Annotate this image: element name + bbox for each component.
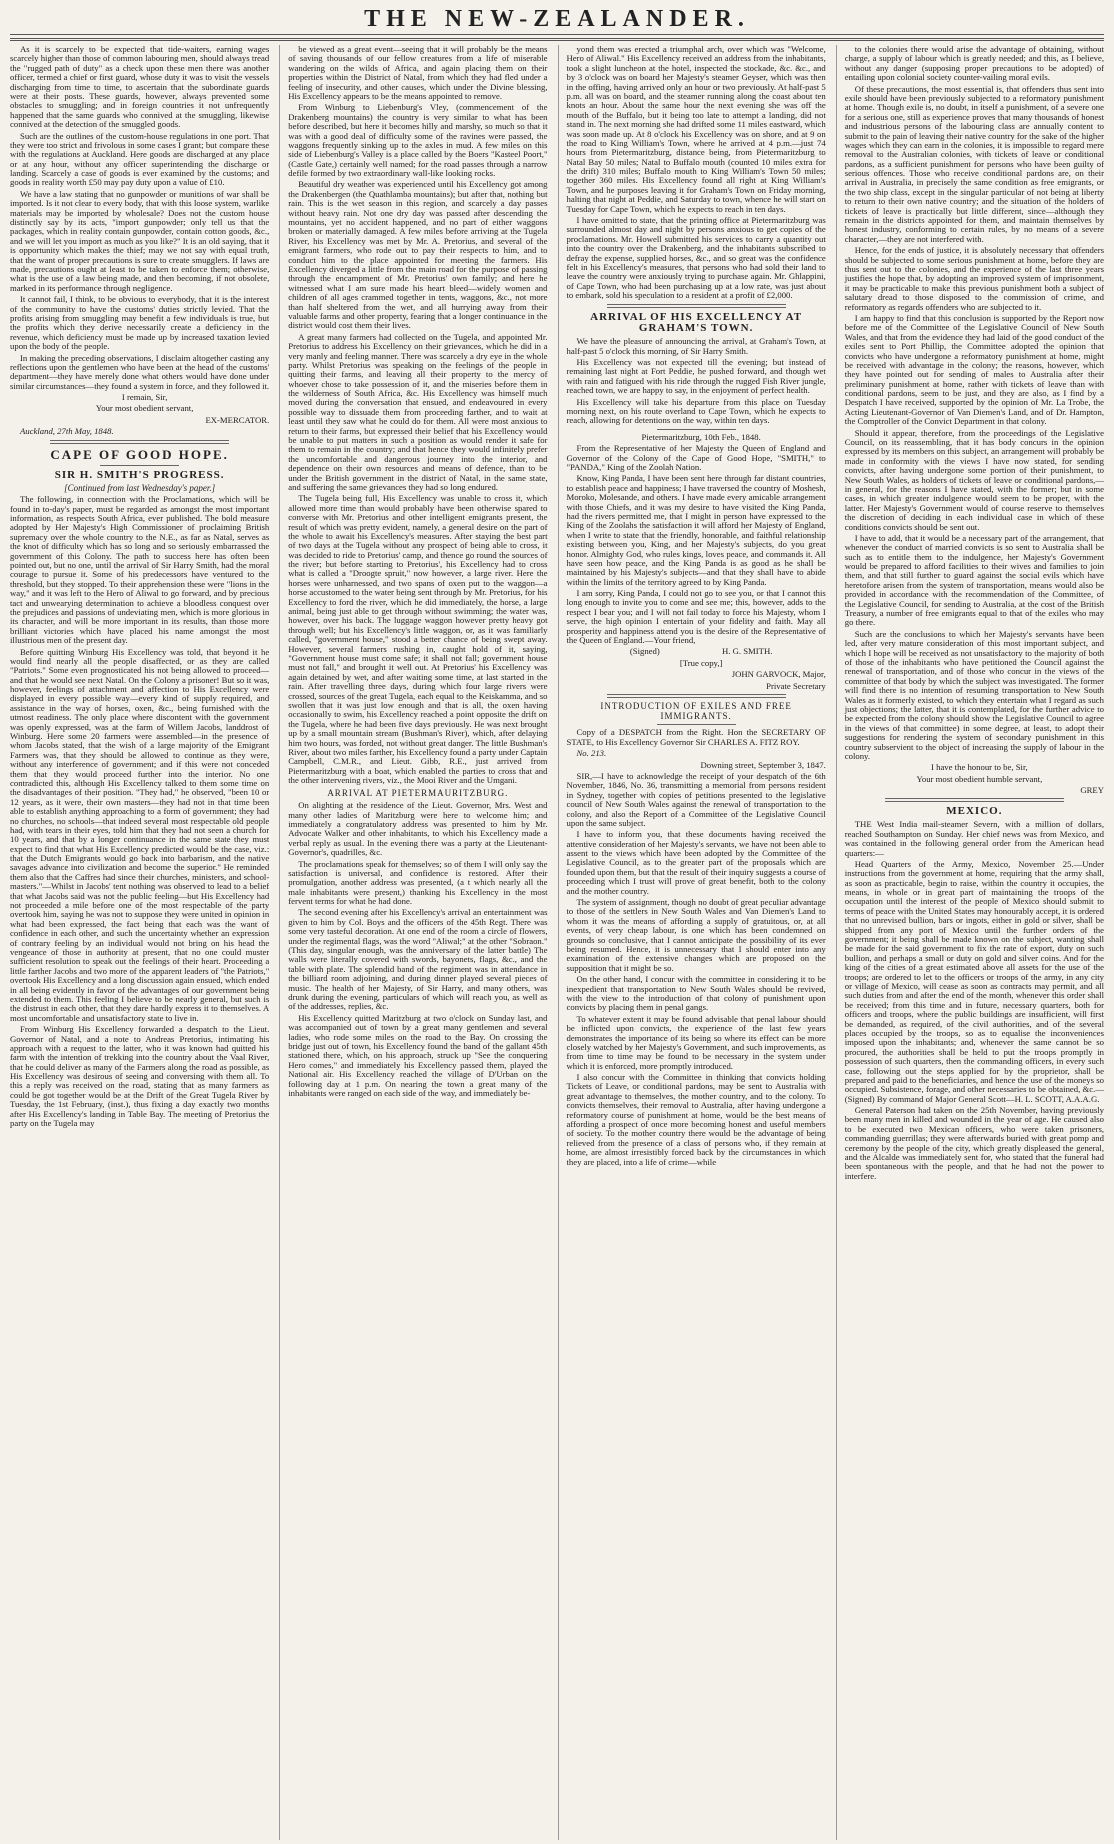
arrival-paragraph: His Excellency quitted Maritzburg at two o'clock on Sunday last, and was accompanied out of town by a great many gentlemen and several ladies, who rode some miles on the road to the Bay. On crossing the bridge just out of town, his Excellency found the band of the gallant 45th stationed there, which, on his approach, struck up "See the conquering Hero comes," and immediately his Excellency passed them, played the National air. His Excellency reached the village of D'Urban on the following day at 1 p.m. On nearing the town a great many of the inhabitants were ranged on each side of the way, and immediately be- xyxy=(288,1012,548,1098)
intro-paragraph: I also concur with the Committee in thinking that convicts holding Tickets of Leave, or conditional pardons, may be sent to Australia with great advantage to themselves, the mother country, and to the colony. To convicts themselves, their removal to Australia, after having undergone a reformatory course of punishment at home, would be the best means of affording a prospect of once more becoming honest and useful members of society. To the mother country there would be the advantage of being relieved from the presence of a class of persons who, if they remain at home, are almost irresistibly forced back by the circumstances in which they are placed, into a life of crime—while xyxy=(566,1072,826,1167)
arrival-paragraph: His Excellency will take his departure from this place on Tuesday morning next, on his route overland to Cape Town, which he expects to reach, allowing for detentions on the way, within ten days. xyxy=(566,396,826,426)
letter-paragraph: In making the preceding observations, I disclaim altogether casting any reflections upon the gentlemen who have been at the head of the customs' department—they have merely done what others would have done under similar circumstances—they found a system in force, and they followed it. xyxy=(10,352,270,391)
dispatch-secretary-title: Private Secretary xyxy=(766,680,826,691)
article-paragraph: Such are the conclusions to which her Majesty's servants have been led, after very mature consideration of this most important subject, and which I hope will be received as not unsatisfactory to the majority of both of those of the inhabitants who have petitioned the Council against the renewal of transportation, and of those who concur in the views of the committee of that body by which the subject was investigated. The former will find there is no intention of resuming transportation to New South Wales as it formerly existed, to which they entertain what I regard as such just objections; the latter, that it is contemplated, for the further advice to be expected from the colony should show the Legislative Council to agree in the views of that committee) in some degree, at least, to adopt their suggestions for rendering the system of secondary punishment in this country subservient to the object of increasing the supply of labour in the colony. xyxy=(844,628,1104,761)
article-paragraph: yond them was erected a triumphal arch, over which was "Welcome, Hero of Aliwal." His Excellency received an address from the inhabitants, took a slight luncheon at the hotel, inspected the stockade, &c. &c., and by 3 o'clock was on board her Majesty's steamer Geyser, which was then in the offing, having arrived only an hour or two previously. At half-past 5 p.m. all was on board, and the steamer running along the coast about ten knots an hour. About the same hour the next evening she was off the mouth of the Buffalo, but it being too late to attempt a landing, did not stand in. The next morning she had drifted some 11 miles eastward, which was soon made up. At 8 o'clock his Excellency was on shore, and at 9 on the road to King William's Town, where he arrived at 4 p.m.—just 74 hours from Pietermaritzburg, distance being, from Pietermaritzburg to Natal Bay 50 miles; Natal to Buffalo mouth (counted 10 miles extra for the drift) 310 miles; Buffalo mouth to King William's Town 50 miles; together 360 miles. His Excellency found all right at King William's Town, and he purposes leaving it for Graham's Town on Friday morning, halting that night at Peddie, and Saturday to town, whence he will start on Tuesday for Cape Town, which he expects to reach in ten days. xyxy=(566,45,826,214)
section-divider xyxy=(885,798,1064,802)
article-paragraph: I have omitted to state, that the printing office at Pietermaritzburg was surrounded almost day and night by persons anxious to get copies of the proclamations. Mr. Howell submitted his services to carry a quantity out into the country over the Drakenberg, and the inhabitants subscribed to defray the expense, supplied horses, &c., and so great was the confidence felt in his Excellency's measures, that persons who had sold their land to leave the country were anxiously trying to purchase again. Mr. Ghlappini, of Cape Town, who had been purchasing up at a low rate, was just about to embark, sold his speculation to a resident at a profit of £2,000. xyxy=(566,215,826,301)
section-divider xyxy=(607,304,786,308)
dispatch-sign-off-2: Your most obedient humble servant, xyxy=(916,773,1043,784)
article-paragraph: Beautiful dry weather was experienced until his Excellency got among the Drakenbergen (the Quathlamba mountains); but after that, nothing but rain. This is the wet season in this region, and scarcely a day passes without heavy rain. Not one dry day was passed after descending the mountains, yet no accident happened, and no part of either waggons broken or materially damaged. A few miles before arriving at the Tugela River, his Excellency was met by Mr. A. Pretorius, and several of the emigrant farmers, who rode out to pay their respects to him, and to conduct him to the place appointed for meeting the farmers. His Excellency diverged a little from the main road for the purpose of passing through the encampment of Mr. Pretorius' own family; and here he witnessed what I am sure made his heart bleed—widely women and children of all ages crammed together in tents, waggons, &c., not more than half sheltered from the wet, and all hurrying away from their valuable farms and other property, fearing that a longer continuance in the district would cost them their lives. xyxy=(288,179,548,331)
dispatch-true-copy: [True copy,] xyxy=(679,657,723,668)
intro-lead: Copy of a DESPATCH from the Right. Hon the SECRETARY OF STATE, to His Excellency Governor Sir CHARLES A. FITZ ROY. xyxy=(566,727,826,747)
article-paragraph: I have to add, that it would be a necessary part of the arrangement, that whenever the conduct of married convicts is so sent to Australia shall be such as to entitle them to the indulgence, her Majesty's Government would be prepared to afford facilities to their wives and families to join them, and that still further to guard against the social evils which have heretofore arisen from the system of transportation, means would also be provided in accordance with the recommendation of the Committee, of the Legislative Council, for sending to Australia, at the cost of the British Treasury, a number of free emigrants equal to that of the exiles who may go there. xyxy=(844,532,1104,628)
arrival-paragraph: His Excellency was not expected till the evening; but instead of remaining last night at Fort Peddie, he pushed forward, and though wet with rain and fatigued with his ride through the rugged Fish River jungle, reached town, we are happy to say, in the enjoyment of perfect health. xyxy=(566,357,826,396)
intro-heading: INTRODUCTION OF EXILES AND FREE IMMIGRANTS. xyxy=(600,700,792,721)
letter-signature: EX-MERCATOR. xyxy=(205,414,270,425)
dispatch-signed-label: (Signed) xyxy=(629,646,660,657)
article-paragraph: to the colonies there would arise the advantage of obtaining, without charge, a supply of labour which is greatly needed; and this, as I believe, without any danger (supposing proper precautions to be adopted) of entailing upon colonial society counter-vailing moral evils. xyxy=(844,45,1104,83)
dispatch-paragraph: From the Representative of her Majesty the Queen of England and Governor of the Colony of the Cape of Good Hope, "SMITH," to "PANDA," King of the Zoolah Nation. xyxy=(566,443,826,472)
letter-sign-off-2: Your most obedient servant, xyxy=(95,403,194,414)
article-paragraph: Before quitting Winburg His Excellency was told, that beyond it he would find nearly all the people disaffected, or as they are called "Patriots." Some even prognosticated his not being allowed to proceed—and that he would see next Natal. On the Colony a prisoner! But so it was, however, feelings of attachment and affection to His Excellency were displayed in every possible way—every kind of supply required, and assistance in the way of horses, oxen, &c., being furnished with the utmost readiness. The only place where discontent with the government was openly expressed, was at the farm of Willem Jacobs, landdrost of Winburg. Here some 20 farmers were assembled—in the presence of whom Jacobs stated, that the wish of a large majority of the Emigrant Farmers was, that they should be allowed to continue as they were, without any interference of government; and if this were not conceded them that they would proceed further into the interior. No one contradicted this, although His Excellency talked to them some time on the disadvantages of their position. "They had," he observed, "been 10 or 12 years, as it were, their own masters—they had not in that time been able to establish anything approaching to a form of government; they had no churches, no schools—that indeed several most respectable old people had, with tears in their eyes, told him that they had not seen a church for 10 years, and that by a longer continuance in the same state they must expect to find that what His Excellency predicted would be the case, viz.: that the Dutch Emigrants would go back into barbarism, and the native savages advance into civilization and become the superior." He reminded them also that the Caffres had since their churches, ministers, and school-masters."—Whilst in Jacobs' tent nothing was observed to lead to a belief that what Jacobs said was not the public feeling—but His Excellency had not proceeded a mile before one of the most respectable of the party overtook him, saying he was not to suppose they were united in opinion in what had been expressed, the fact being that each was the want of confidence in each other, and such the uncertainty whether an expression of contrary feeling by an individual would not bring on his head the vengeance of those in authority at present, that no one could muster sufficient resolution to speak out the feelings of their heart. Proceeding a little farther Jacobs and two more of the apparent leaders of "the Patriots," overtook His Excellency and a long discussion again ensued, which ended in all being evidently in favor of the advantages of our government being extended to them. This feeling I believe to be nearly general, but such is the distrust in each other, that they dare hardly express it to themselves. A most uncomfortable and unsatisfactory state to live in. xyxy=(10,646,270,1023)
mexico-paragraph: THE West India mail-steamer Severn, with a million of dollars, reached Southampton on Sunday. Her chief news was from Mexico, and was contained in the following general order from the American head quarters:— xyxy=(844,819,1104,858)
arrival-paragraph: We have the pleasure of announcing the arrival, at Graham's Town, at half-past 5 o'clock this morning, of Sir Harry Smith. xyxy=(566,336,826,356)
intro-paragraph: On the other hand, I concur with the committee in considering it to be inexpedient that transportation to New South Wales should be revived, with the view to the introduction of that colony of punishment upon convicts by placing them in penal gangs. xyxy=(566,974,826,1013)
dispatch-paragraph: I am sorry, King Panda, I could not go to see you, or that I cannot this long enough to invite you to come and see me; this, however, adds to the respect I bear you; and I will not fail today to force his Majesty, whom I serve, the high opinion I entertain of your fidelity and faith. May all prosperity and happiness attend you is the desire of the Representative of the Queen of England.—Your friend, xyxy=(566,588,826,646)
masthead-rule xyxy=(10,34,1104,41)
dispatch-signed xyxy=(567,647,826,656)
letter-sign-off: I remain, Sir, xyxy=(121,392,168,403)
article-paragraph: A great many farmers had collected on the Tugela, and appointed Mr. Pretorius to address his Excellency on their grievances, which he did in a very manly and feeling manner. There was scarcely a dry eye in the whole party. Whilst Pretorius was speaking on the feelings of the people in quitting their farms, and leaving all their property to the mercy of whoever chose to take possession of it, and the miseries before them in the wilderness of South Africa, &c. His Excellency was himself much moved during the conversation that ensued, and endeavoured in every possible way to dissuade them from proceeding farther, and to wait at least until they saw what he could do for them. All were most anxious to return to their farms, but expressed their belief that his Excellency would be unable to put matters in such a position as would render it safe for them to remain in the country; and that hence they would infinitely prefer the uncomfortable and dangerous journey into the interior, and dependence on their own resources and means of defence, than to be under the British government in the district of Natal, in the same state, and suffering the same grievances they had so long endured. xyxy=(288,331,548,492)
dispatch-date: Pietermaritzburg, 10th Feb., 1848. xyxy=(641,431,761,442)
letter-place-date: Auckland, 27th May, 1848. xyxy=(20,426,114,437)
arrival-paragraph: The second evening after his Excellency's arrival an entertainment was given to him by Col. Boys and the officers of the 45th Regt. There was some very tasteful decoration. At one end of the room a circle of flowers, under the regimental flags, was the word "Aliwal;" at the other "Sobraon." (This day, singular enough, was the anniversary of the latter battle) The walls were literally covered with swords, bayonets, flags, &c., and the table with plate. The splendid band of the regiment was in attendance in the billiard room adjoining, and during dinner played several pieces of music. The health of her Majesty, of Sir Harry, and many others, was drunk during the evening, particulars of which will reach you, as well as of the addresses, replies, &c. xyxy=(288,907,548,1012)
short-divider xyxy=(100,465,179,466)
intro-number: No. 213. xyxy=(576,748,607,759)
dispatch-sign-off: I have the honour to be, Sir, xyxy=(931,762,1028,773)
short-divider xyxy=(657,724,736,725)
article-paragraph: The following, in connection with the Proclamations, which will be found in to-day's paper, must be regarded as amongst the most important information, as respects South Africa, ever published. The bold measure adopted by Her Majesty's High Commissioner of proclaiming British supremacy over the whole country to the N.E., as far as Natal, serves as the knot of difficulty which has so long and so seriously embarrassed the government of this Colony. The path to success here has often been pointed out, but no one, until the arrival of Sir Harry Smith, had the moral courage to pursue it. Some of his predecessors have ventured to the threshold, but they stopped. To their apprehension these were "lions in the way," and it was left to the Hero of Aliwal to go forward, and by precious tact and unwearying determination to achieve a bloodless conquest over the prejudices and passions of undeviating men, which is more glorious in its character, and will be more important in its results, than those more brilliant victories which have placed his name amongst the most illustrious men of the present day. xyxy=(10,494,270,646)
article-paragraph: From Winburg to Liebenburg's Vley, (commencement of the Drakenberg mountains) the country is very similar to what has been before described, but here it becomes hilly and marshy, so much so that it was with a good deal of difficulty some of the ravines were passed, the waggons frequently sinking up to the axles in mud. A few miles on this side of Liebenburg's Valley is a place called by the Boers "Kasteel Poort," (Castle Gate,) certainly well named; for the road passes through a narrow defile formed by two extraordinary wall-like looking rocks. xyxy=(288,102,548,179)
column-4 xyxy=(836,45,1104,1840)
letter-paragraph: We have a law stating that no gunpowder or munitions of war shall be imported. Is it not clear to every body, that with this loose system, warlike materials may be imported by wholesale? Does not the custom house distinctly say by its acts, "import gunpowder; only tell us that the packages, which in reality contain gunpowder, contain cotton goods, &c., and we will let you import as much as you like?" It is an old saying, that it is opportunity which makes the thief; may we not say with equal truth, that the want of proper precautions is sure to create smugglers. If laws are made, precautions ought at least to be taken to enforce them; otherwise, what is the use of a law being made, and then becoming, if not obsolete, marked in its performance through negligence. xyxy=(10,188,270,293)
letter-paragraph: It cannot fail, I think, to be obvious to everybody, that it is the interest of the community to have the customs' duties strictly levied. That the profits arising from smuggling may benefit a few individuals is true, but the profits which they derive necessarily create a deficiency in the revenue, which deficiency must be made up by increased taxation levied upon the body of the people. xyxy=(10,294,270,352)
intro-paragraph: SIR,—I have to acknowledge the receipt of your despatch of the 6th November, 1846, No. 36, transmitting a memorial from persons resident in Sydney, together with copies of petitions presented to the legislative council of New South Wales against the renewal of transportation to the colony, and also the Report of a Committee of the Legislative Council upon the same subject. xyxy=(566,770,826,828)
arrival-grahams-town-heading: ARRIVAL OF HIS EXCELLENCY AT GRAHAM'S TOWN. xyxy=(590,310,803,335)
article-paragraph: The Tugela being full, His Excellency was unable to cross it, which allowed more time than would probably have been otherwise spared to converse with Mr. Pretorius and other intelligent emigrants present, the result of which was pretty evident, namely, a general desire on the part of the whole to await his Excellency's measures. After staying the best part of two days at the Tugela without any prospect of being able to cross, it was decided to ride to Pretorius' camp, and thence go round the sources of the river; but before starting to Pretorius', his Excellency had to cross what is called a "Droogte spruit," now however, a large river. Here the horses were unharnessed, and two spans of oxen put to the waggon—a horse accustomed to the water being sent through by Mr. Pretorius, for his Excellency to ford the river, which he did immediately, the horse, a large animal, being just able to get through without swimming; the water was, however, over his back. The luggage waggon however pretty heavy got through well; but his Excellency's little waggon, or, as it was familiarly called, "government house," stood a better chance of being swept away. However, several farmers rushing in, caught hold of it, saying, "Government house must come safe; it shall not fall; government house must not fall," and brought it well out. At Pretorius' his Excellency was again detained by wet, and after waiting some time, at last started in the rain. After travelling three days, during which four large rivers were crossed, sources of the great Tugela, each equal to the Keiskamma, and so swollen that it was just low enough and that is all, the oxen having occasionally to swim, his Excellency reached a point opposite the drift on the Tugela, where he had been five days previously. He was next brought up by a small mountain stream (Bushman's River), which, after delaying him two hours, was forded, not without great danger. The little Bushman's River, about two miles farther, his Excellency found a party under Captain Campbell, C.M.R., and Lieut. Gibb, R.E., just arrived from Pietermaritzburg with a boat, which enabled the parties to cross that and the other intervening rivers, viz., the Mooi River and the Umgani. xyxy=(288,493,548,786)
intro-paragraph: I have to inform you, that these documents having received the attentive consideration of her Majesty's servants, we have not been able to assent to the views which have been adopted by the Committee of the Legislative Council, as to the greater part of the proposals which are founded upon them, but that the result of their inquiry suggests a course of proceeding which I trust will prove of great benefit, both to the colony and the mother country. xyxy=(566,829,826,896)
article-subtitle: [Continued from last Wednesday's paper.] xyxy=(64,482,216,493)
article-paragraph: I am happy to find that this conclusion is supported by the Report now before me of the Committee of the Legislative Council of New South Wales, and that from the evidence they had laid of the good conduct of the exiles sent to Port Phillip, the Committee adopted the opinion that convicts who have undergone a reformatory punishment at home, might be received with advantage in the colony; the reasons, however, which they have pointed out for sending of males to Australia after their preliminary punishment at home, rather with tickets of leave than with conditional pardons, seem to be just, and they are also, as I find by a Despatch I have received, supported by the opinion of Mr. La Trobe, the Acting Lieutenant-Governor of Van Diemen's Land, and of Dr. Hampton, the Comptroller of the Convict Department in that colony. xyxy=(844,312,1104,427)
section-heading-cape: CAPE OF GOOD HOPE. xyxy=(50,446,229,462)
mexico-paragraph: Head Quarters of the Army, Mexico, November 25.—Under instructions from the government at home, requiring that the army shall, as soon as practicable, begin to raise, within the country it occupies, the means, in whole or in great part of maintaining the troops of the occupation until the interest of the people of Mexico should submit to terms of peace with the United States may honourably accept, it is ordered that no unrevised bullion, bars or ingots, either in gold or silver, shall be shipped from any port of Mexico until the further orders of the government; it being shall be made known on the subject, wanting shall be made for the said government to fix the rate of export, duty on such bullion, and perhaps a small or duty on gold and silver coins. And for the king of the cities of a great estimated above all assets for the use of the troops; are ordered to let to the officers or troops of the army, in any city or village of Mexico, will cease as soon as contracts may permit, and all such duties from and after the end of the month, whenever this order shall be received; from this time and in future, necessary quarters, both for officers and troops, where the public buildings are insufficient, will first be demanded, as required, of the civil authorities, and of the several places occupied by the troops, so as to equalise the inconveniences imposed upon the inhabitants; and, whenever the same cannot be so procured, the authorities shall be held to put the troops promptly in possession of such quarters, then the commanding officers, in every such case, following out the steps applied for by the proprietor, shall be prepared and paid to the beneficiaries, and hence the use of the moneys so occupied. Subsistence, forage, and other necessaries to be obtained, &c.—(Signed) By command of Major General Scott—H. L. SCOTT, A.A.A.G. xyxy=(844,858,1104,1104)
dispatch-secretary: JOHN GARVOCK, Major, xyxy=(731,669,826,680)
letter-body xyxy=(10,45,269,391)
article-paragraph: From Winburg His Excellency forwarded a despatch to the Lieut. Governor of Natal, and a note to Andreas Pretorius, intimating his approach with a request to the latter, who it was known had quitted his farm with the intention of trekking into the country about the Vaal River, that he could deliver as many of the Farmers along the road as possible, as His Excellency was desirous of seeing and conversing with them all. To this a reply was received on the road, stating that as many farmers as could be got together would be at the Drift of the Great Tugela River by Tuesday, the 1st February, (inst.), thus fixing a day exactly two months after His Excellency's landing in Table Bay. The meeting of Pretorius the party on the Tugela may xyxy=(10,1024,270,1129)
intro-paragraph: To whatever extent it may be found advisable that penal labour should be inflicted upon convicts, the experience of the last few years demonstrates the importance of its being so where its effect can be more closely watched by her Majesty's Government, and such improvements, as from time to time may be found to be necessary in the system under which it is enforced, more promptly introduced. xyxy=(566,1013,826,1071)
dispatch-signature: GREY xyxy=(1080,785,1104,796)
column-2 xyxy=(279,45,547,1840)
article-paragraph: be viewed as a great event—seeing that it will probably be the means of saving thousands of our fellow creatures from a life of miserable wandering on the wilds of Africa, and again placing them on their properties within the District of Natal, from which they had fled under a feeling of insecurity, and other causes, which under the Divine blessing, His Excellency appears to be the means appointed to remove. xyxy=(288,45,548,101)
dispatch-signer: H. G. SMITH. xyxy=(721,646,773,657)
column-3 xyxy=(558,45,826,1840)
arrival-paragraph: The proclamations speak for themselves; so of them I will only say the satisfaction is universal, and confidence is restored. After their promulgation, another address was presented, (a t which nearly all the male inhabitants were present,) thanking his Excellency in the most fervent terms for what he had done. xyxy=(288,858,548,907)
arrival-heading: ARRIVAL AT PIETERMAURITZBURG. xyxy=(327,788,509,799)
letter-paragraph: As it is scarcely to be expected that tide-waiters, earning wages scarcely higher than those of common labouring men, should always tread the "rugged path of duty" as a check upon these men there was another officer, termed a chief or first guard, whose duty it was to visit the vessels discharging from time to time, to ascertain that the subordinate guards were at their posts. These guards, however, always prevented some obstacles to smuggling; and in foreign countries it not unfrequently happened that the same guards who connived at the smuggling, likewise connived at the detection of the smuggled goods. xyxy=(10,45,270,130)
arrival-paragraph: On alighting at the residence of the Lieut. Governor, Mrs. West and many other ladies of Maritzburg were here to welcome him; and immediately a congratulatory address was presented to him by Mr. Advocate Walker and other inhabitants, to which his Excellency made a verbal reply as usual. In the evening there was a party at the Lieutenant-Governor's, quadrilles, &c. xyxy=(288,800,548,858)
masthead-title: THE NEW-ZEALANDER. xyxy=(364,6,750,32)
short-divider xyxy=(657,429,736,430)
intro-paragraph: The system of assignment, though no doubt of great peculiar advantage to those of the settlers in New South Wales and Van Diemen's Land to whom it was the means of affording a supply of gratuitous, or, at all events, of very cheap labour, is one which has been condemned on grounds so conclusive, that I cannot anticipate the possibility of its ever being resumed. Hence, it is unnecessary that I should enter into any examination of the extensive changes which are proposed on the supposition that it might be so. xyxy=(566,897,826,973)
article-title: SIR H. SMITH'S PROGRESS. xyxy=(54,468,225,481)
section-divider xyxy=(607,694,786,698)
column-1 xyxy=(10,45,269,1840)
dispatch-paragraph: Know, King Panda, I have been sent here through far distant countries, to establish peace and happiness; I have traversed the country of Moshesh, Moroko, Molesande, and others. I have made every amicable arrangement with those Chiefs, and it was my desire to have visited the King Panda, had the rivers permitted me, that I might in person have expressed to the King of the Zoolahs the satisfaction it will afford her Majesty of England, when I write to state that the friendly, honorable, and faithful relationship existing between you, King, and her Majesty's subjects, do you great honor. Almighty God, who rules kings, loves peace, and commands it. All have seen how peace, and the King Panda is as good as he shall be maintained by his Majesty's subjects—and that they shall have to abide within the limits of the territory agreed to by King Panda. xyxy=(566,473,826,587)
article-paragraph: Hence, for the ends of justice, it is absolutely necessary that offenders should be subjected to some serious punishment at home, before they are thus sent out to the colonies, and the experience of the last three years justifies the hope that, by adopting an improved system of imprisonment, it may be practicable to make this previous punishment both a subject of salutary dread to those disposed to the commission of crime, and reformatory as regards offenders who are subjected to it. xyxy=(844,245,1104,312)
columns-container xyxy=(10,45,1104,1840)
mexico-paragraph: General Paterson had taken on the 25th November, having previously been many men in killed and wounded in the year of age. He caused also to be executed two Mexican officers, who were taken prisoners, commanding guerrillas; they were afterwards buried with great pomp and ceremony by the people of the city, which greatly displeased the general, and the Alcalde was immediately sent for, who stated that the funeral had been spontaneous with the people, and that he had not the power to interfere. xyxy=(844,1105,1104,1181)
article-paragraph: Of these precautions, the most essential is, that offenders thus sent into exile should have been previously subjected to a reformatory punishment at home. Though exile is, no doubt, in itself a punishment, of a severe one for a serious one, still as experience proves that many thousands of honest and industrious persons of the labouring class are annually content to submit to the pain of leaving their native country for the sake of the higher wages which they can earn in the colonies, it is impossible to regard mere removal to the Australian colonies, with tickets of leave or conditional pardons, as a sufficient punishment for persons who have been guilty of serious offences. Those who receive conditional pardons are, on their arrival in Australia, in precisely the same condition as free emigrants, or the two ship class, except in the singular particular of not being at liberty to return to their own native country; and the situation of the holders of tickets of leave is practically but little different, since—although they remain in the districts appointed for them, and maintain themselves by honest industry, conforming to certain rules, by no means of a severe character,—they are not interfered with. xyxy=(844,83,1104,244)
article-paragraph: Should it appear, therefore, from the proceedings of the Legislative Council, on its reassembling, that it has body concurs in the opinion expressed by its members on this subject, an arrangement will probably be made in conformity with the views I have now stated, for sending convicts, after having undergone some portion of their punishment, to New South Wales, as holders of tickets of leave or conditional pardons,—in general, for the reasons I have stated, with the former; but in some cases, in which greater indulgence would seem to be proper, with the latter. Her Majesty's Government would of course reserve to themselves the discretion of deciding in each individual case in which of these conditions convicts should be sent out. xyxy=(844,427,1104,532)
letter-paragraph: Such are the outlines of the custom-house regulations in one port. That they were too strict and frivolous in some cases I grant; but compare these with the regulations at Auckland. Here goods are discharged at any place or at any hour, without any officer superintending the discharge or landing. Scarcely a case of goods is ever examined by the customs; and goods in reality worth £50 may pay duty upon a value of £10. xyxy=(10,130,270,188)
intro-date: Downing street, September 3, 1847. xyxy=(700,759,826,770)
section-divider xyxy=(50,440,229,444)
mexico-heading: MEXICO. xyxy=(946,805,1003,818)
